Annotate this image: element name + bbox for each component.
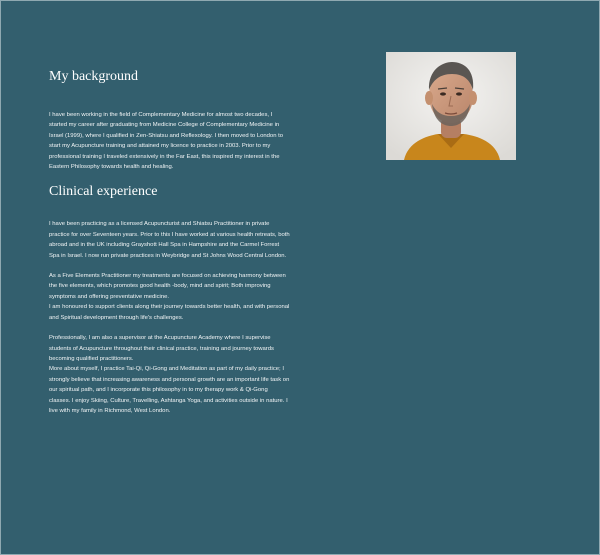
portrait-illustration — [386, 52, 516, 160]
background-text: I have been working in the field of Complementary Medicine for almost two decades, I started my career after graduating from Medicine College of Complementary Medicine in Israel (1999), where I qualified in Zen-Shiatsu and Reflexology. I then moved to London to start my Acupuncture training and attained my licence to practice in 2003. Prior to my professional training I traveled extensively in the Far East, this inspired my interest in the Eastern Philosophy towards health and healing. — [49, 112, 284, 171]
clinical-heading: Clinical experience — [49, 184, 158, 200]
practitioner-portrait — [386, 52, 516, 160]
clinical-paragraph-3a: Professionally, I am also a supervisor at the Acupuncture Academy where I supervise students of Acupuncture throughout their clinical practice, training and journey towards becoming qualified practitioners. — [49, 335, 274, 362]
clinical-paragraph-3b: More about myself, I practice Tai-Qi, Qi-Gong and Meditation as part of my daily practice; I strongly believe that increasing awareness and personal growth are an important life task on our spiritual path, and I incorporate this philosophy in to my therapy work & Qi-Gong classes. I enjoy Skiing, Culture, Travelling, Ashtanga Yoga, and activities outside in nature. I live with my family in Richmond, West London. — [49, 366, 290, 414]
background-heading: My background — [49, 69, 139, 84]
bio-content — [49, 68, 334, 416]
clinical-paragraph-2a: As a Five Elements Practitioner my treatments are focused on achieving harmony between the five elements, which promotes good health -body, mind and spirit; Both improving symptoms and offering preventative medicine. — [49, 273, 286, 300]
clinical-paragraph-1: I have been practicing as a licensed Acupuncturist and Shiatsu Practitioner in private practice for over Seventeen years. Prior to this I have worked at various health retreats, both abroad and in the UK including Grayshott Hall Spa in Hampshire and the Carmel Forrest Spa in Israel. I now run private practices in Weybridge and St Johns Wood Central London. — [49, 221, 290, 259]
clinical-paragraph-2b: I am honoured to support clients along their journey towards better health, and with personal and Spiritual development through life's challenges. — [49, 304, 290, 321]
